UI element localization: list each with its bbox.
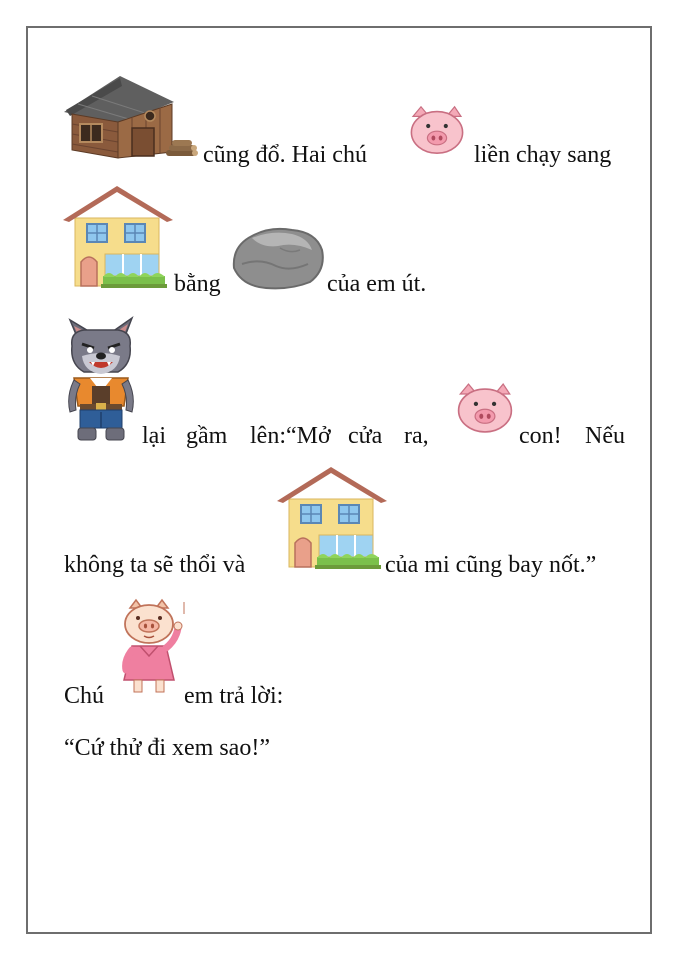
line3-word-7: Nếu <box>585 423 625 449</box>
rock-icon <box>230 224 326 292</box>
wolf-icon <box>62 312 140 444</box>
line1-text-b: liền chạy sang <box>474 142 612 168</box>
line5-text-b: em trả lời: <box>184 683 284 709</box>
line4-text-a: không ta sẽ thổi và <box>64 552 246 578</box>
line5-text-a: Chú <box>64 683 105 709</box>
line2-text-a: bằng <box>174 271 221 297</box>
line3-word-5: ra, <box>404 423 429 449</box>
line3-word-2: gầm <box>186 423 228 449</box>
line2-text-b: của em út. <box>327 271 427 297</box>
wooden-house-icon <box>62 72 198 162</box>
brick-house-icon <box>62 184 174 290</box>
line3-word-6: con! <box>519 423 562 449</box>
little-pig-icon <box>112 598 188 698</box>
brick-house-icon <box>277 465 387 571</box>
line3-word-4: cửa <box>348 423 383 449</box>
pig-face-icon <box>452 378 518 438</box>
line1-text-a: cũng đổ. Hai chú <box>203 142 367 168</box>
line6-text: “Cứ thử đi xem sao!” <box>64 735 270 761</box>
line3-word-1: lại <box>142 423 166 449</box>
line4-text-b: của mi cũng bay nốt.” <box>385 552 597 578</box>
pig-face-icon <box>405 100 469 160</box>
line3-word-3: lên:“Mở <box>250 423 331 449</box>
